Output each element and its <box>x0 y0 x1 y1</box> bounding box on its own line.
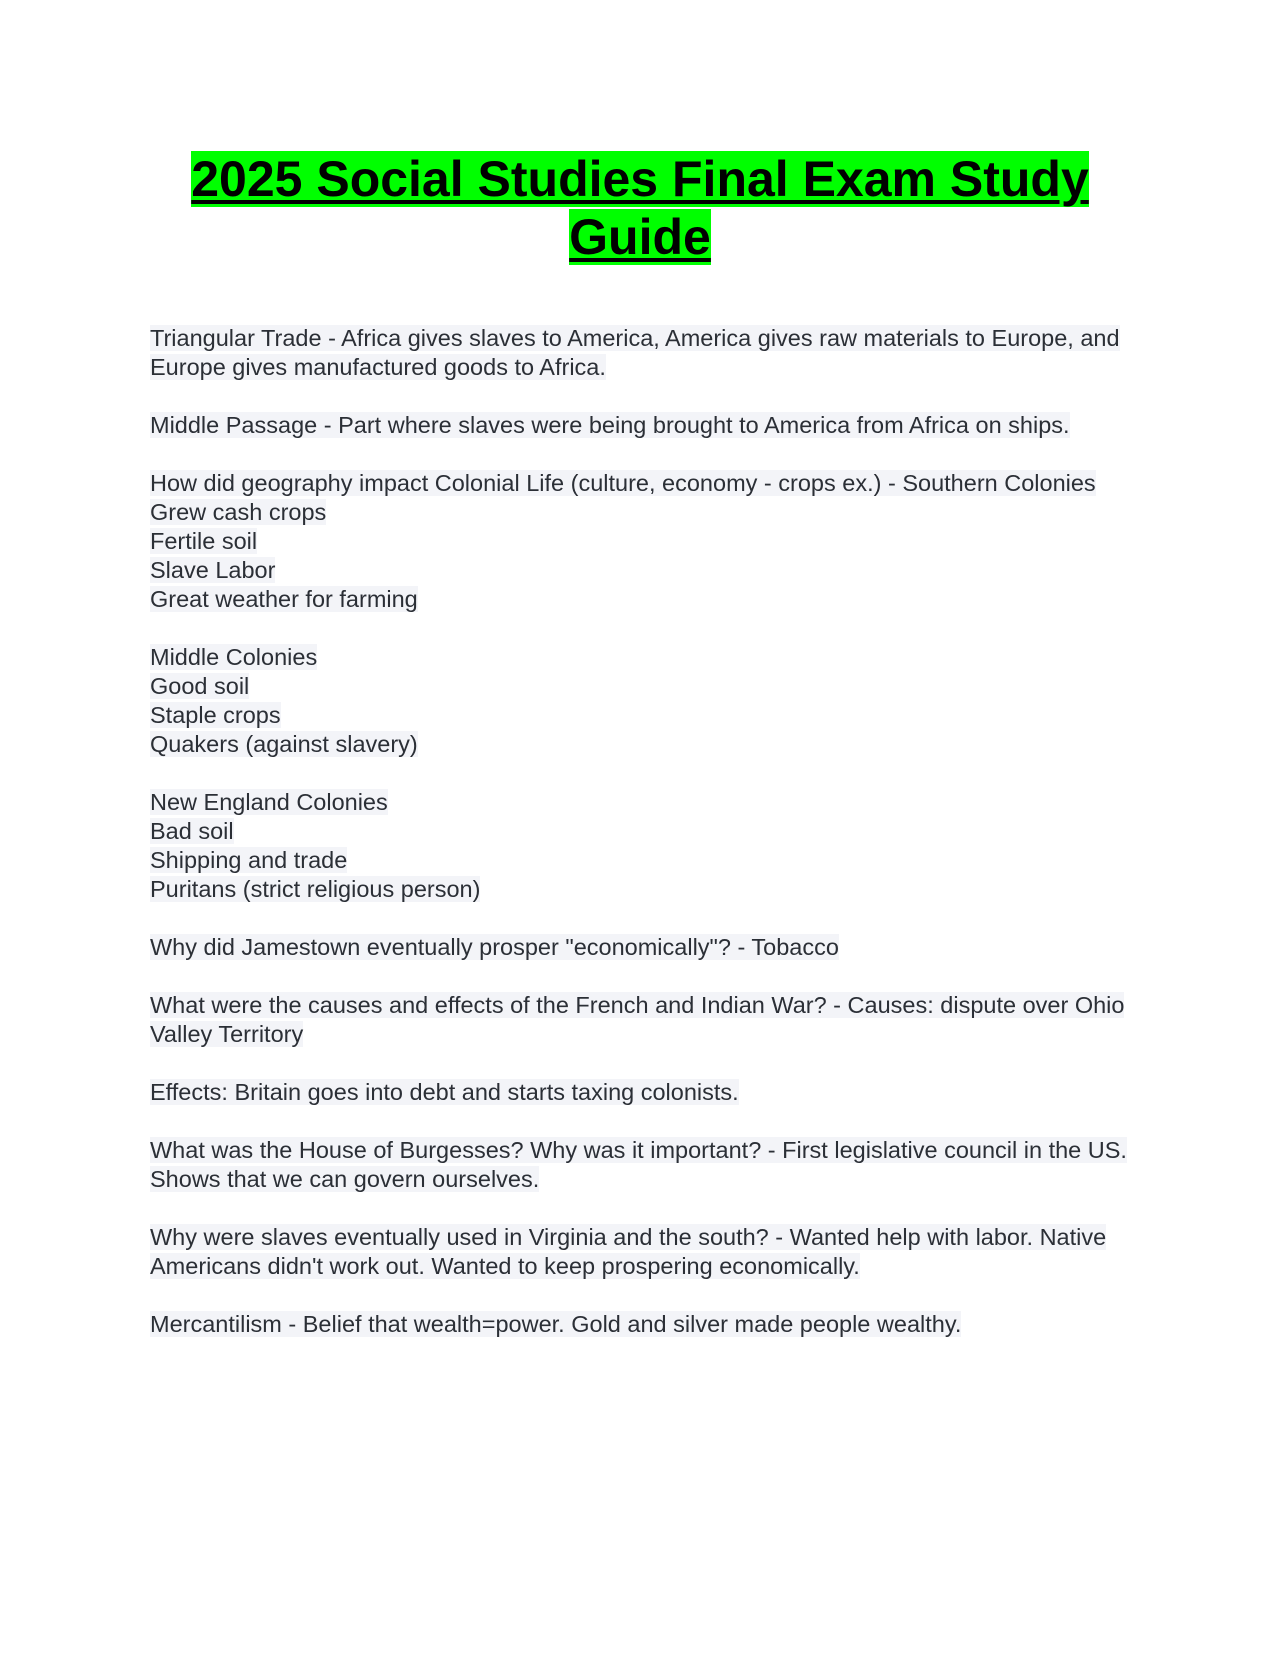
paragraph-southern-colonies <box>150 469 1130 614</box>
text-line: What was the House of Burgesses? Why was it important? - First legislative council in the US. Shows that we can govern ourselves. <box>150 1137 1127 1192</box>
text-line: Why were slaves eventually used in Virginia and the south? - Wanted help with labor. Native Americans didn't work out. Wanted to keep prospering economically. <box>150 1224 1107 1279</box>
list-item: Great weather for farming <box>150 586 418 612</box>
text-line: What were the causes and effects of the French and Indian War? - Causes: dispute over Ohio Valley Territory <box>150 992 1125 1047</box>
text-line: Middle Passage - Part where slaves were being brought to America from Africa on ships. <box>150 412 1070 438</box>
list-item: Fertile soil <box>150 528 258 554</box>
list-item: Staple crops <box>150 702 281 728</box>
paragraph-effects <box>150 1078 1130 1107</box>
paragraph-french-indian-war <box>150 991 1130 1049</box>
paragraph-middle-colonies <box>150 643 1130 759</box>
list-item: Quakers (against slavery) <box>150 731 418 757</box>
list-item: Slave Labor <box>150 557 276 583</box>
text-line: How did geography impact Colonial Life (culture, economy - crops ex.) - Southern Colonies <box>150 470 1096 496</box>
study-guide-body <box>150 324 1130 1368</box>
list-item: Shipping and trade <box>150 847 348 873</box>
paragraph-new-england-colonies <box>150 788 1130 904</box>
paragraph-slaves-virginia <box>150 1223 1130 1281</box>
section-heading: Middle Colonies <box>150 644 318 670</box>
list-item: Grew cash crops <box>150 499 327 525</box>
paragraph-jamestown <box>150 933 1130 962</box>
paragraph-triangular-trade <box>150 324 1130 382</box>
text-line: Mercantilism - Belief that wealth=power. Gold and silver made people wealthy. <box>150 1311 962 1337</box>
text-line: Effects: Britain goes into debt and starts taxing colonists. <box>150 1079 739 1105</box>
list-item: Bad soil <box>150 818 234 844</box>
section-heading: New England Colonies <box>150 789 388 815</box>
paragraph-mercantilism <box>150 1310 1130 1339</box>
paragraph-house-of-burgesses <box>150 1136 1130 1194</box>
text-line: Why did Jamestown eventually prosper "economically"? - Tobacco <box>150 934 839 960</box>
page-title: 2025 Social Studies Final Exam Study Guide <box>191 151 1089 265</box>
paragraph-middle-passage <box>150 411 1130 440</box>
title-block <box>150 150 1130 266</box>
list-item: Good soil <box>150 673 250 699</box>
text-line: Triangular Trade - Africa gives slaves to America, America gives raw materials to Europe, and Europe gives manufactured goods to Africa. <box>150 325 1120 380</box>
list-item: Puritans (strict religious person) <box>150 876 481 902</box>
